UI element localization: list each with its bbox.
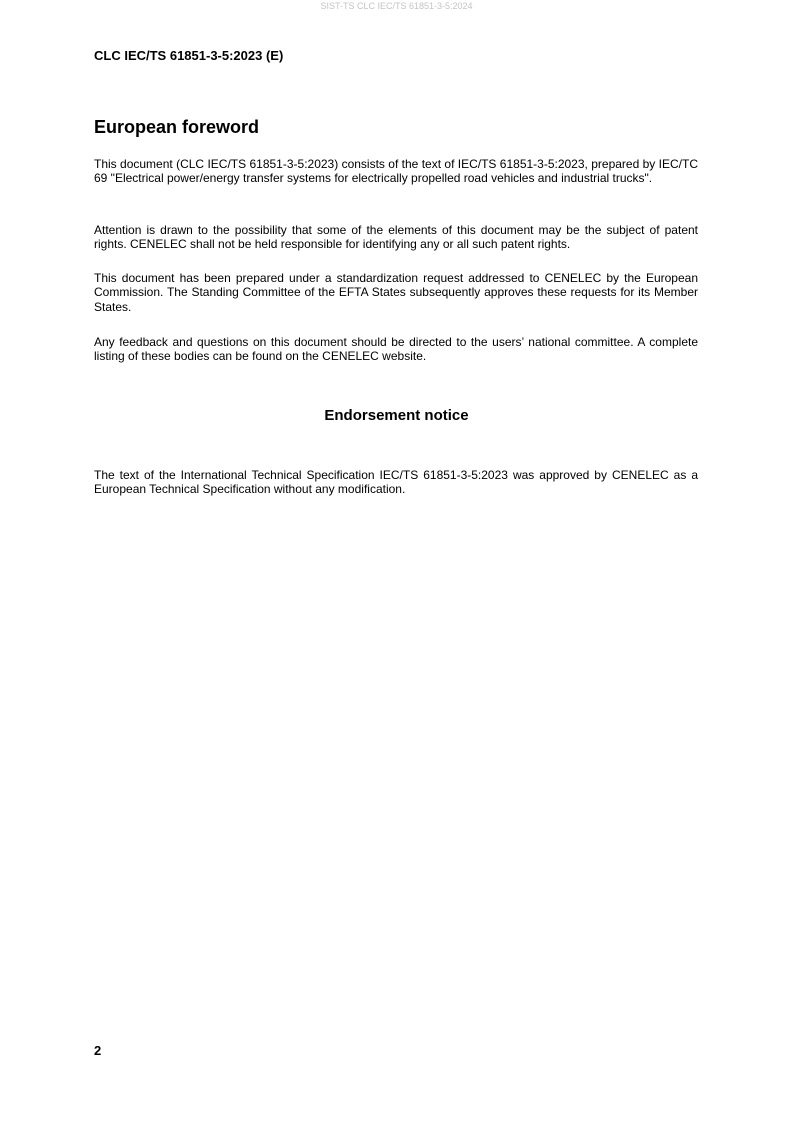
endorsement-title: Endorsement notice [324, 407, 469, 424]
foreword-paragraph-2: Attention is drawn to the possibility that some of the elements of this document may be the subject of patent rights. CENELEC shall not be held responsible for identifying any or all such patent rights. [94, 223, 698, 252]
watermark: SIST-TS CLC IEC/TS 61851-3-5:2024 [320, 1, 473, 11]
foreword-paragraph-4: Any feedback and questions on this document should be directed to the users’ national committee. A complete listing of these bodies can be found on the CENELEC website. [94, 335, 698, 364]
foreword-paragraph-1: This document (CLC IEC/TS 61851-3-5:2023) consists of the text of IEC/TS 61851-3-5:2023, prepared by IEC/TC 69 "Electrical power/energy transfer systems for electrically propelled road vehicles and industrial trucks". [94, 157, 698, 186]
page-number: 2 [94, 1043, 102, 1058]
foreword-paragraph-3: This document has been prepared under a standardization request addressed to CENELEC by the European Commission. The Standing Committee of the EFTA States subsequently approves these requests for its Member States. [94, 271, 698, 314]
document-reference: CLC IEC/TS 61851-3-5:2023 (E) [94, 48, 284, 63]
endorsement-paragraph: The text of the International Technical Specification IEC/TS 61851-3-5:2023 was approved by CENELEC as a European Technical Specification without any modification. [94, 468, 698, 497]
foreword-title: European foreword [94, 117, 260, 137]
